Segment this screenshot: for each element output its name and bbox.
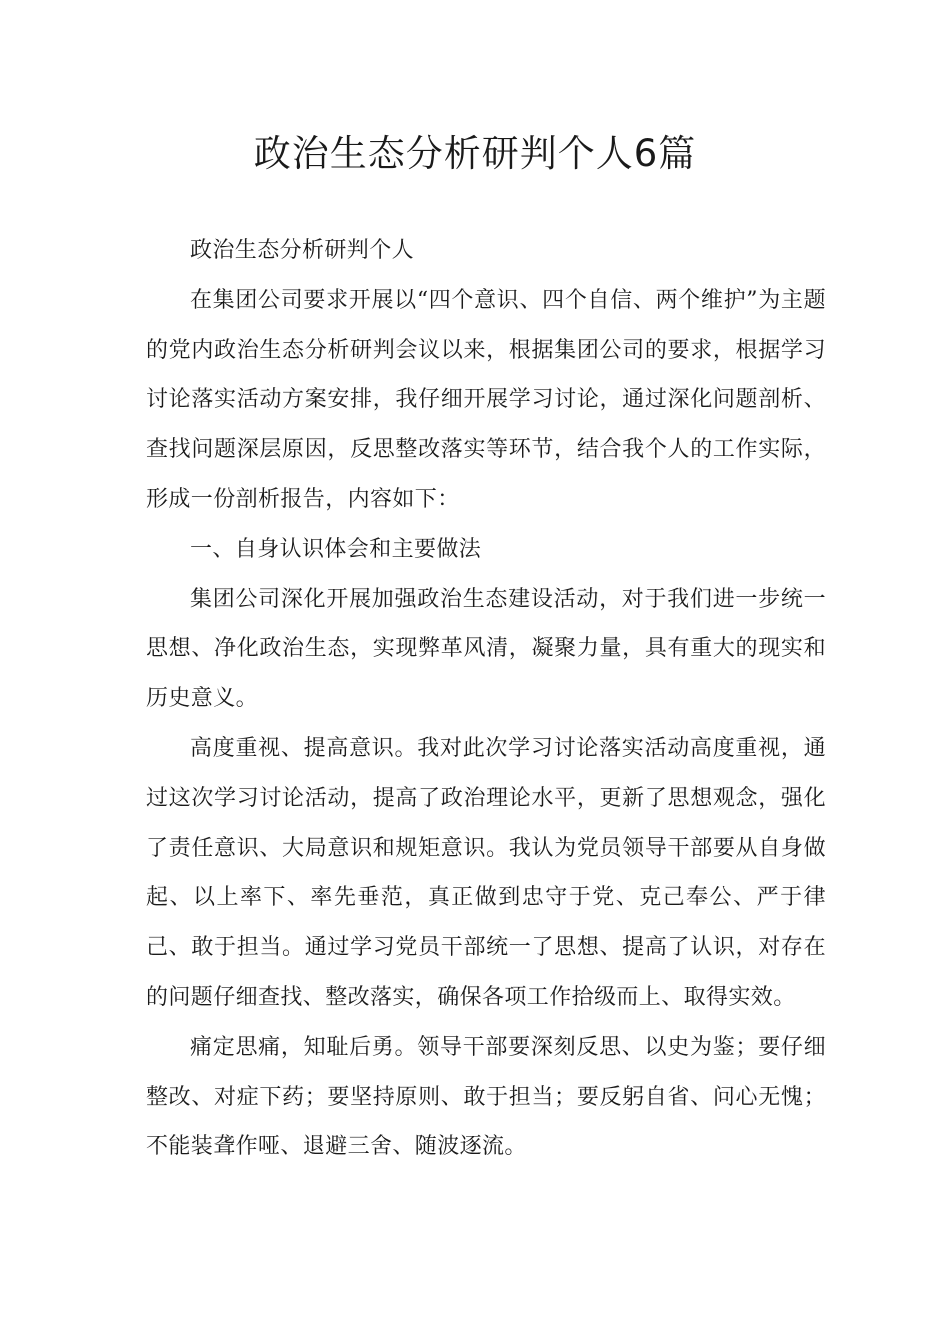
paragraph-significance: 集团公司深化开展加强政治生态建设活动，对于我们进一步统一思想、净化政治生态，实现弊革风清，凝聚力量，具有重大的现实和历史意义。: [146, 586, 826, 712]
paragraph-awareness: 高度重视、提高意识。我对此次学习讨论落实活动高度重视，通过这次学习讨论活动，提高了政治理论水平，更新了思想观念，强化了责任意识、大局意识和规矩意识。我认为党员领导干部要从自身做起、以上率下、率先垂范，真正做到忠守于党、克己奉公、严于律己、敢于担当。通过学习党员干部统一了思想、提高了认识，对存在的问题仔细查找、整改落实，确保各项工作拾级而上、取得实效。: [146, 735, 826, 1010]
paragraph-reflection: 痛定思痛，知耻后勇。领导干部要深刻反思、以史为鉴；要仔细整改、对症下药；要坚持原则、敢于担当；要反躬自省、问心无愧；不能装聋作哑、退避三舍、随波逐流。: [146, 1034, 826, 1160]
paragraph-intro: 在集团公司要求开展以“四个意识、四个自信、两个维护”为主题的党内政治生态分析研判会议以来，根据集团公司的要求，根据学习讨论落实活动方案安排，我仔细开展学习讨论，通过深化问题剖析、查找问题深层原因，反思整改落实等环节，结合我个人的工作实际，形成一份剖析报告，内容如下：: [146, 287, 826, 512]
document-title: 政治生态分析研判个人6篇: [253, 132, 697, 175]
paragraph-subtitle: 政治生态分析研判个人: [190, 238, 415, 263]
document-body: [146, 226, 826, 1172]
section-heading-1: 一、自身认识体会和主要做法: [190, 536, 482, 562]
